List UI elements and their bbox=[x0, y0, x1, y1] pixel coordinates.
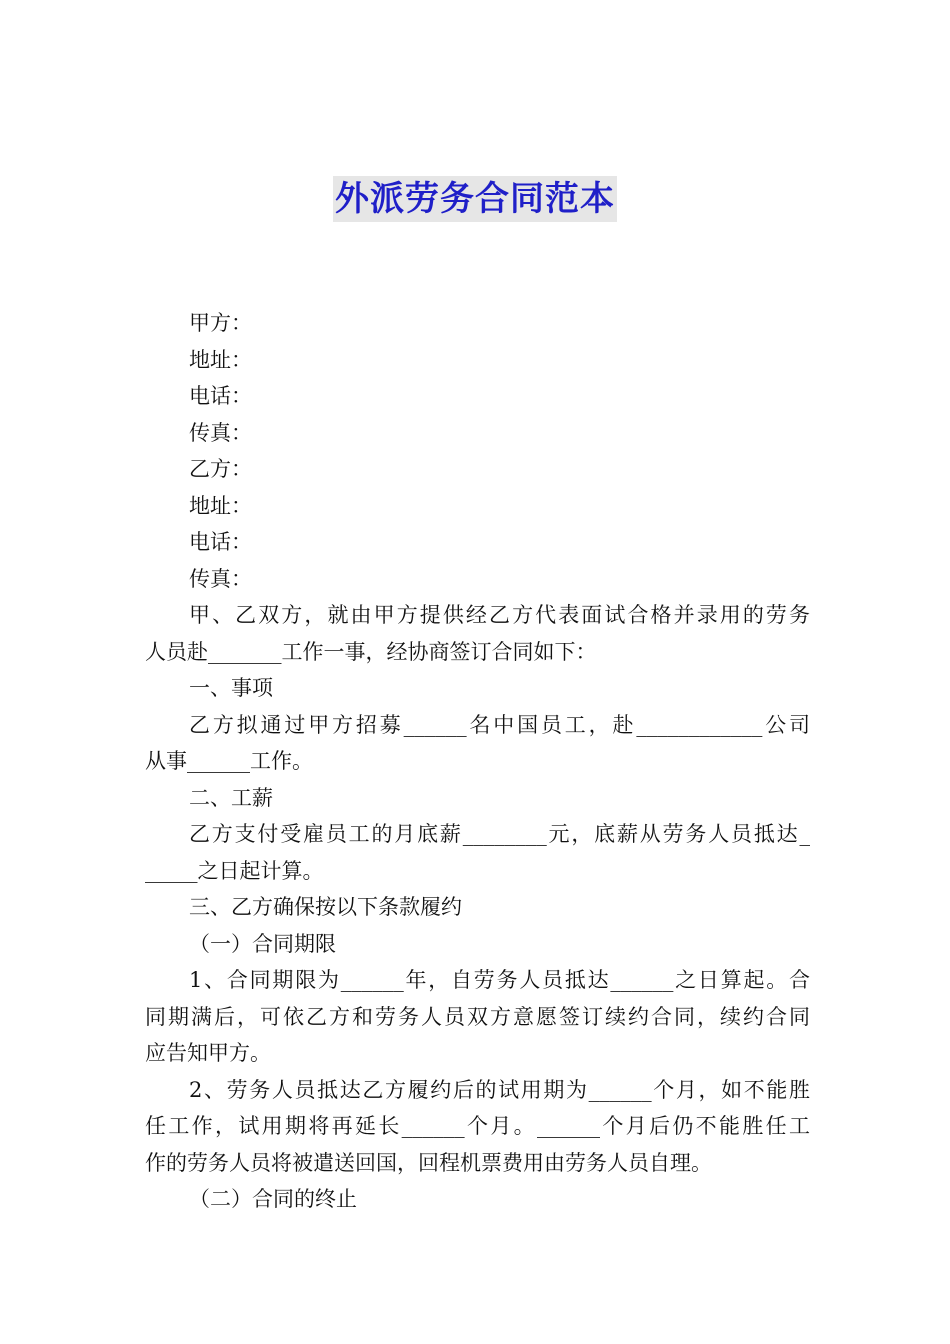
party-a-label: 甲方： bbox=[189, 311, 252, 335]
title-wrap bbox=[0, 176, 950, 222]
section-heading-terms: 三、乙方确保按以下条款履约 bbox=[189, 895, 462, 919]
party-b-phone-label: 电话： bbox=[189, 530, 252, 554]
term-paragraph-line: 1、合同期限为______年，自劳务人员抵达______之日算起。合 bbox=[189, 968, 810, 992]
section-heading-salary: 二、工薪 bbox=[189, 785, 273, 810]
subsection-heading-term: （一）合同期限 bbox=[189, 931, 336, 956]
intro-paragraph-line: 甲、乙双方，就由甲方提供经乙方代表面试合格并录用的劳务 bbox=[189, 603, 810, 627]
party-b-fax-label: 传真： bbox=[189, 566, 252, 591]
probation-paragraph-line: 任工作，试用期将再延长______个月。______个月后仍不能胜任工 bbox=[145, 1114, 810, 1138]
subsection-heading-termination: （二）合同的终止 bbox=[189, 1187, 357, 1211]
intro-paragraph-line: 人员赴_______工作一事，经协商签订合同如下： bbox=[145, 639, 597, 664]
party-b-label: 乙方： bbox=[189, 457, 252, 481]
term-paragraph-line: 同期满后，可依乙方和劳务人员双方意愿签订续约合同，续约合同 bbox=[145, 1004, 810, 1029]
probation-paragraph-line: 作的劳务人员将被遣送回国，回程机票费用由劳务人员自理。 bbox=[145, 1150, 712, 1175]
document-body bbox=[145, 305, 810, 1218]
term-paragraph-line: 应告知甲方。 bbox=[145, 1041, 271, 1065]
salary-paragraph-line: 乙方支付受雇员工的月底薪________元，底薪从劳务人员抵达_ bbox=[189, 822, 810, 846]
section-heading-matters: 一、事项 bbox=[189, 676, 273, 700]
salary-paragraph-line: _____之日起计算。 bbox=[145, 858, 324, 883]
probation-paragraph-line: 2、劳务人员抵达乙方履约后的试用期为______个月，如不能胜 bbox=[189, 1077, 810, 1102]
party-a-phone-label: 电话： bbox=[189, 384, 252, 408]
party-a-address-label: 地址： bbox=[189, 347, 252, 372]
matters-paragraph-line: 乙方拟通过甲方招募______名中国员工，赴____________公司 bbox=[189, 712, 810, 737]
document-title: 外派劳务合同范本 bbox=[333, 176, 617, 222]
party-a-fax-label: 传真： bbox=[189, 420, 252, 445]
party-b-address-label: 地址： bbox=[189, 493, 252, 518]
matters-paragraph-line: 从事______工作。 bbox=[145, 749, 313, 773]
